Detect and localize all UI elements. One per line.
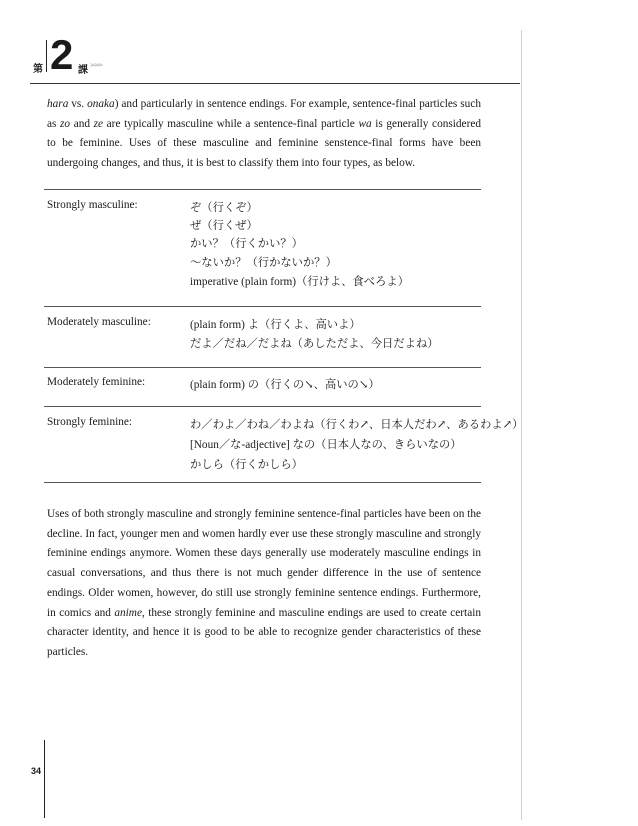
example-line: かしら（行くかしら）: [190, 459, 303, 471]
category-label: Moderately masculine:: [47, 316, 151, 328]
header-rule: [30, 83, 520, 84]
example-line: (plain form) の（行くの↘、高いの↘）: [190, 379, 380, 391]
example-line: 〜ないか？（行かないか？）: [190, 257, 337, 269]
header-divider: [46, 40, 47, 72]
page-number: 34: [31, 766, 42, 776]
table-rule: [44, 406, 481, 407]
footer-divider: [44, 740, 45, 818]
category-label: Strongly masculine:: [47, 199, 138, 211]
example-line: わ／わよ／わね／わよね（行くわ↗、日本人だわ↗、あるわよ↗）: [190, 419, 524, 431]
example-line: [Noun／な-adjective] なの（日本人なの、きらいなの）: [190, 439, 462, 451]
table-rule: [44, 482, 481, 483]
example-line: だよ／だね／だよね（あしただよ、今日だよね）: [190, 338, 439, 350]
example-line: imperative (plain form)（行けよ、食べろよ）: [190, 276, 409, 288]
table-rule: [44, 189, 481, 190]
table-rule: [44, 306, 481, 307]
header-arrows: >>>>>: [90, 63, 102, 69]
intro-paragraph: hara vs. onaka) and particularly in sentence endings. For example, sentence-final particles such as zo and ze are typically masculine while a sentence-final particle wa is generally considered to be feminine. Uses of these masculine and feminine senstence-final forms have been undergoing changes, and thus, it is best to classify them into four types, as below.: [47, 98, 481, 170]
category-label: Moderately feminine:: [47, 376, 146, 388]
table-rule: [44, 367, 481, 368]
category-label: Strongly feminine:: [47, 416, 133, 428]
example-line: (plain form) よ（行くよ、高いよ）: [190, 319, 361, 331]
example-line: かい？（行くかい？）: [190, 238, 303, 250]
closing-paragraph: Uses of both strongly masculine and strongly feminine sentence-final particles have been on the decline. In fact, younger men and women hardly ever use these strongly masculine and strongly feminine endings anymore. Women these days generally use moderately masculine endings in casual conversations, and thus there is not much gender difference in the use of sentence endings. Older women, however, do still use strongly feminine sentence endings. Furthermore, in comics and anime, these strongly feminine and masculine endings are used to create certain character identity, and hence it is good to be able to recognize gender characteristics of these particles.: [47, 508, 481, 658]
lesson-number: 2: [50, 31, 74, 78]
lesson-suffix: 課: [78, 65, 88, 76]
example-line: ぜ（行くぜ）: [190, 220, 258, 232]
lesson-prefix: 第: [33, 64, 43, 75]
example-line: ぞ（行くぞ）: [190, 202, 258, 214]
